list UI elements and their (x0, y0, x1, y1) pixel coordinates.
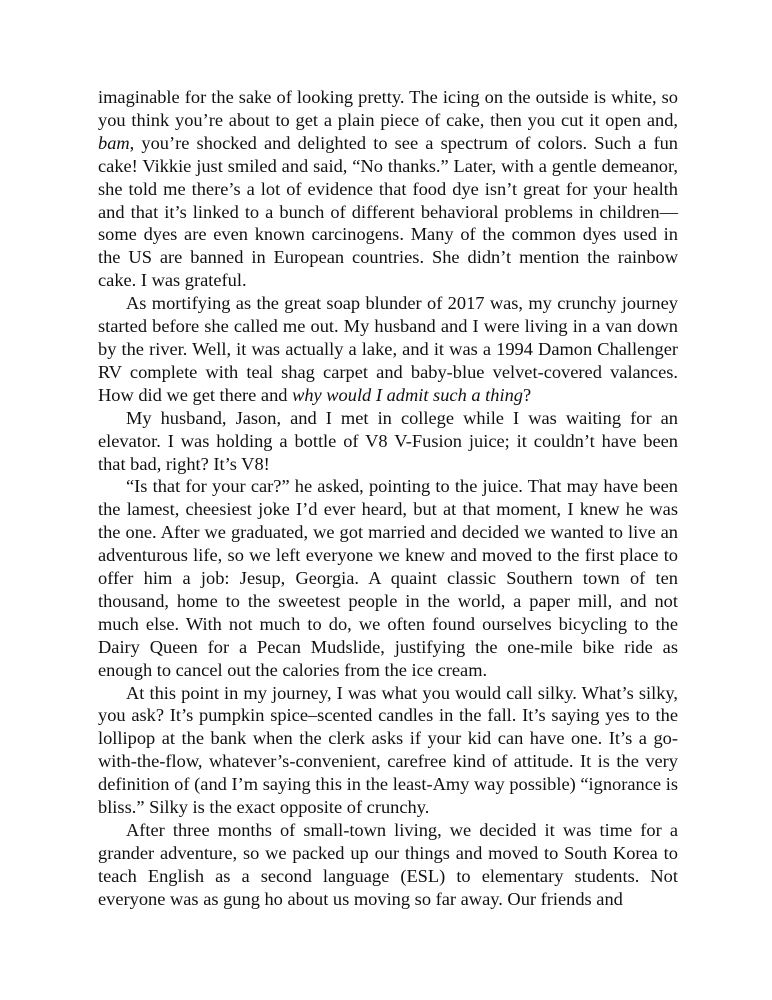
paragraph-4-text: “Is that for your car?” he asked, pointing to the juice. That may have been the lamest, cheesiest joke I’d ever heard, but at that moment, I knew he was the one. After we graduated, we got married and decided we wanted to live an adventurous life, so we left everyone we knew and moved to the first place to offer him a job: Jesup, Georgia. A quaint classic Southern town of ten thousand, home to the sweetest people in the world, a paper mill, and not much else. With not much to do, we often found ourselves bicycling to the Dairy Queen for a Pecan Mudslide, justifying the one-mile bike ride as enough to cancel out the calories from the ice cream. (98, 476, 678, 680)
paragraph-1-text-b: , you’re shocked and delighted to see a spectrum of colors. Such a fun cake! Vikkie just smiled and said, “No thanks.” Later, with a gentle demeanor, she told me there’s a lot of evidence that food dye isn’t great for your health and that it’s linked to a bunch of different behavioral problems in children—some dyes are even known carcinogens. Many of the common dyes used in the US are banned in European countries. She didn’t mention the rainbow cake. I was grateful. (98, 132, 678, 291)
paragraph-1-text-a: imaginable for the sake of looking pretty. The icing on the outside is white, so you think you’re about to get a plain piece of cake, then you cut it open and, (98, 87, 678, 130)
paragraph-6 (98, 819, 678, 911)
paragraph-2-text-a: As mortifying as the great soap blunder of 2017 was, my crunchy journey started before she called me out. My husband and I were living in a van down by the river. Well, it was actually a lake, and it was a 1994 Damon Challenger RV complete with teal shag carpet and baby-blue velvet-covered valances. How did we get there and (98, 293, 678, 405)
paragraph-3 (98, 407, 678, 476)
paragraph-6-text: After three months of small-town living, we decided it was time for a grander adventure, so we packed up our things and moved to South Korea to teach English as a second language (ESL) to elementary students. Not everyone was as gung ho about us moving so far away. Our friends and (98, 820, 678, 909)
page-body (98, 86, 678, 911)
paragraph-2-text-b: ? (522, 384, 532, 405)
paragraph-4 (98, 475, 678, 681)
paragraph-2 (98, 292, 678, 407)
paragraph-5 (98, 682, 678, 819)
paragraph-3-text: My husband, Jason, and I met in college while I was waiting for an elevator. I was holding a bottle of V8 V-Fusion juice; it couldn’t have been that bad, right? It’s V8! (98, 407, 678, 474)
paragraph-1 (98, 86, 678, 292)
paragraph-2-italic-phrase: why would I admit such a thing (292, 384, 523, 405)
paragraph-5-text: At this point in my journey, I was what you would call silky. What’s silky, you ask? It’s pumpkin spice–scented candles in the fall. It’s saying yes to the lollipop at the bank when the clerk asks if your kid can have one. It’s a go-with-the-flow, whatever’s-convenient, carefree kind of attitude. It is the very definition of (and I’m saying this in the least-Amy way possible) “ignorance is bliss.” Silky is the exact opposite of crunchy. (98, 682, 678, 818)
paragraph-1-italic-bam: bam (98, 132, 130, 153)
